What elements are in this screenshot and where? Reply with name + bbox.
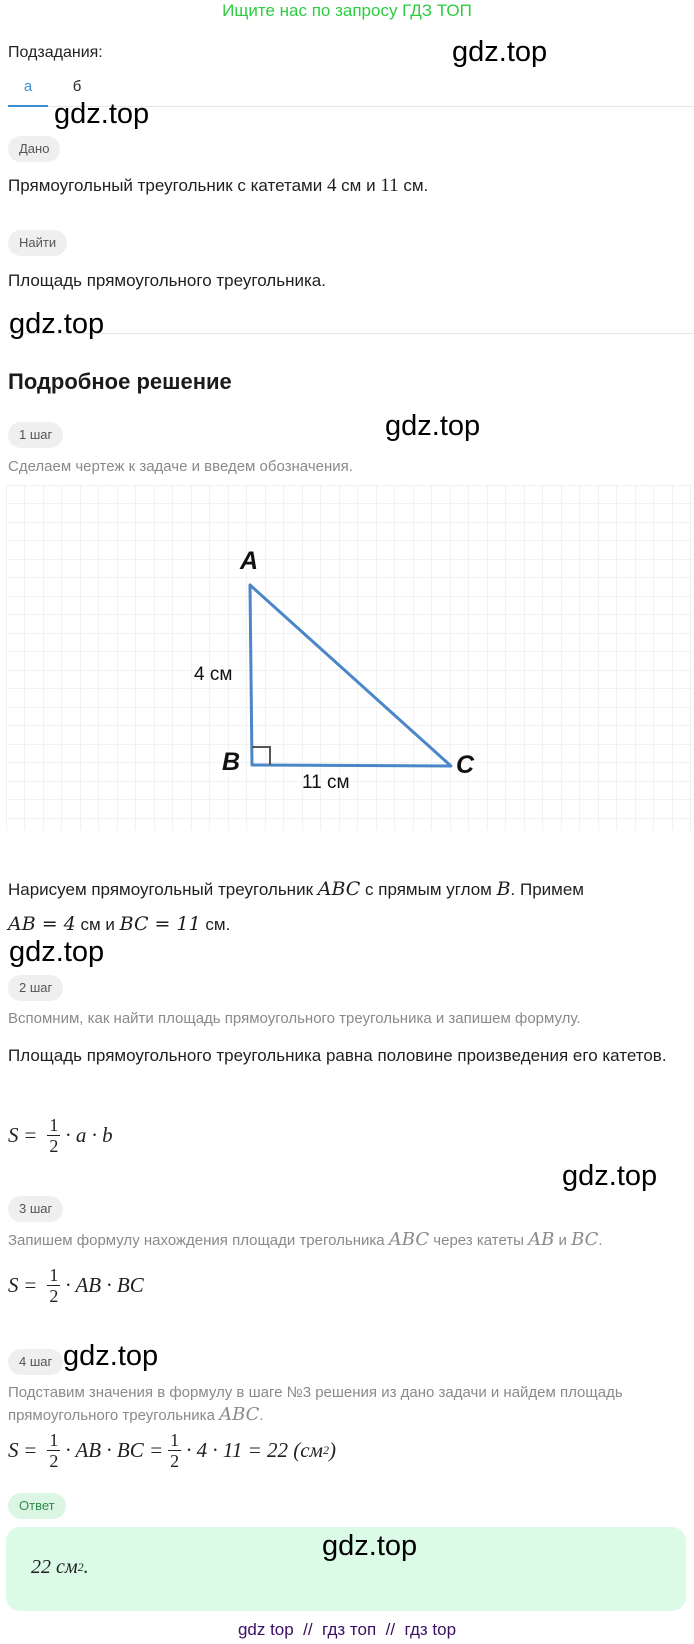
- step4-formula: [8, 1430, 336, 1471]
- step1-equation-line: [8, 911, 230, 938]
- step2-text: Площадь прямоугольного треугольника равна половине произведения его катетов.: [8, 1046, 667, 1065]
- find-badge: Найти: [8, 230, 67, 256]
- step4-formula-lhs: S: [8, 1438, 19, 1462]
- step1-text: [8, 876, 584, 903]
- vertex-c-label: C: [456, 751, 475, 779]
- step2-hint: Вспомним, как найти площадь прямоугольного треугольника и запишем формулу.: [8, 1010, 581, 1027]
- footer-links[interactable]: gdz top // гдз топ // гдз top: [237, 1620, 457, 1639]
- step3-hint-1: Запишем формулу нахождения площади трегольника: [8, 1232, 389, 1249]
- find-text: Площадь прямоугольного треугольника.: [8, 271, 326, 290]
- watermark: gdz.top: [9, 308, 105, 340]
- step3-hint: [8, 1229, 603, 1252]
- step3-abc: ABC: [388, 1229, 430, 1250]
- step3-formula: [8, 1265, 144, 1306]
- step4-formula-eq: =: [24, 1438, 37, 1462]
- step4-formula-rest: · 4 · 11 = 22 (см: [186, 1438, 323, 1462]
- step4-abc: ABC: [219, 1404, 260, 1425]
- given-leg1: 4: [326, 175, 337, 196]
- step4-numerator-1: 1: [49, 1430, 59, 1450]
- given-text: [8, 173, 428, 199]
- tab-a[interactable]: а: [23, 78, 33, 95]
- step2-fraction: [47, 1115, 60, 1156]
- step2-formula-rest: · a · b: [65, 1123, 113, 1147]
- step3-formula-lhs: S: [8, 1273, 19, 1297]
- given-text-mid: см и: [336, 176, 381, 195]
- step2-numerator: 1: [49, 1115, 59, 1135]
- step3-hint-4: .: [598, 1232, 603, 1249]
- active-tab-underline: [8, 105, 48, 107]
- answer-sup: 2: [77, 1560, 84, 1574]
- triangle-figure: [6, 485, 692, 830]
- tab-b[interactable]: б: [72, 78, 82, 95]
- step4-hint: [8, 1382, 688, 1427]
- vertex-a-label: A: [240, 547, 259, 575]
- watermark: gdz.top: [385, 410, 481, 442]
- step3-bc: BC: [571, 1229, 599, 1250]
- step4-hint-2: .: [259, 1407, 264, 1424]
- step3-formula-eq: =: [24, 1273, 37, 1297]
- step1-hint: Сделаем чертеж к задаче и введем обозначения.: [8, 458, 353, 475]
- step1-badge: 1 шаг: [8, 422, 63, 448]
- step2-formula-lhs: S: [8, 1123, 19, 1147]
- subtasks-label: Подзадания:: [8, 44, 103, 61]
- step1-text-3: . Примем: [510, 880, 584, 899]
- step4-fraction-1: [47, 1430, 60, 1471]
- step3-numerator: 1: [49, 1265, 59, 1285]
- step4-numerator-2: 1: [170, 1430, 180, 1450]
- step3-formula-rest: · AB · BC: [65, 1273, 144, 1297]
- step4-hint-1: Подставим значения в формулу в шаге №3 решения из дано задачи и найдем площадь прямоугольного треугольника: [8, 1384, 623, 1424]
- watermark: gdz.top: [562, 1160, 658, 1192]
- answer-value: [31, 1556, 89, 1579]
- step3-ab: AB: [528, 1229, 555, 1250]
- watermark: gdz.top: [322, 1530, 418, 1562]
- step3-fraction: [47, 1265, 60, 1306]
- step1-text-1: Нарисуем прямоугольный треугольник: [8, 880, 318, 899]
- step1-unit1: см и: [75, 915, 120, 934]
- vertex-b-label: B: [222, 748, 241, 776]
- watermark: gdz.top: [9, 936, 105, 968]
- watermark: gdz.top: [63, 1340, 159, 1372]
- section-divider: [8, 333, 694, 334]
- step4-denominator-2: 2: [170, 1451, 180, 1471]
- given-text-before: Прямоугольный треугольник с катетами: [8, 176, 327, 195]
- watermark: gdz.top: [452, 36, 548, 68]
- step1-unit2: см.: [200, 915, 231, 934]
- answer-text: 22 см: [31, 1556, 78, 1578]
- search-banner: Ищите нас по запросу ГДЗ ТОП: [222, 1, 472, 20]
- solution-title: Подробное решение: [8, 369, 232, 394]
- step4-formula-mid: · AB · BC =: [65, 1438, 164, 1462]
- given-badge: Дано: [8, 136, 60, 162]
- answer-badge: Ответ: [8, 1493, 66, 1519]
- step1-b: B: [496, 878, 511, 900]
- step4-badge: 4 шаг: [8, 1349, 63, 1375]
- step3-denominator: 2: [49, 1286, 59, 1306]
- step4-formula-sup: 2: [322, 1443, 329, 1457]
- step1-eq2: BC = 11: [119, 913, 201, 935]
- step1-eq1: AB = 4: [8, 913, 76, 935]
- step3-hint-3: и: [554, 1232, 572, 1249]
- step1-abc: ABC: [317, 878, 361, 900]
- step2-badge: 2 шаг: [8, 975, 63, 1001]
- step2-formula-eq: =: [24, 1123, 37, 1147]
- watermark: gdz.top: [54, 98, 150, 130]
- side-bc-label: 11 см: [302, 772, 350, 793]
- given-leg2: 11: [380, 175, 399, 196]
- step4-formula-close: ): [328, 1438, 336, 1462]
- step3-badge: 3 шаг: [8, 1196, 63, 1222]
- step4-fraction-2: [168, 1430, 181, 1471]
- step2-denominator: 2: [49, 1136, 59, 1156]
- step1-text-2: с прямым углом: [360, 880, 497, 899]
- step4-denominator-1: 2: [49, 1451, 59, 1471]
- step3-hint-2: через катеты: [429, 1232, 529, 1249]
- answer-dot: .: [83, 1556, 89, 1578]
- side-ab-label: 4 см: [194, 664, 233, 685]
- given-text-after: см.: [398, 176, 429, 195]
- step2-formula: [8, 1115, 113, 1156]
